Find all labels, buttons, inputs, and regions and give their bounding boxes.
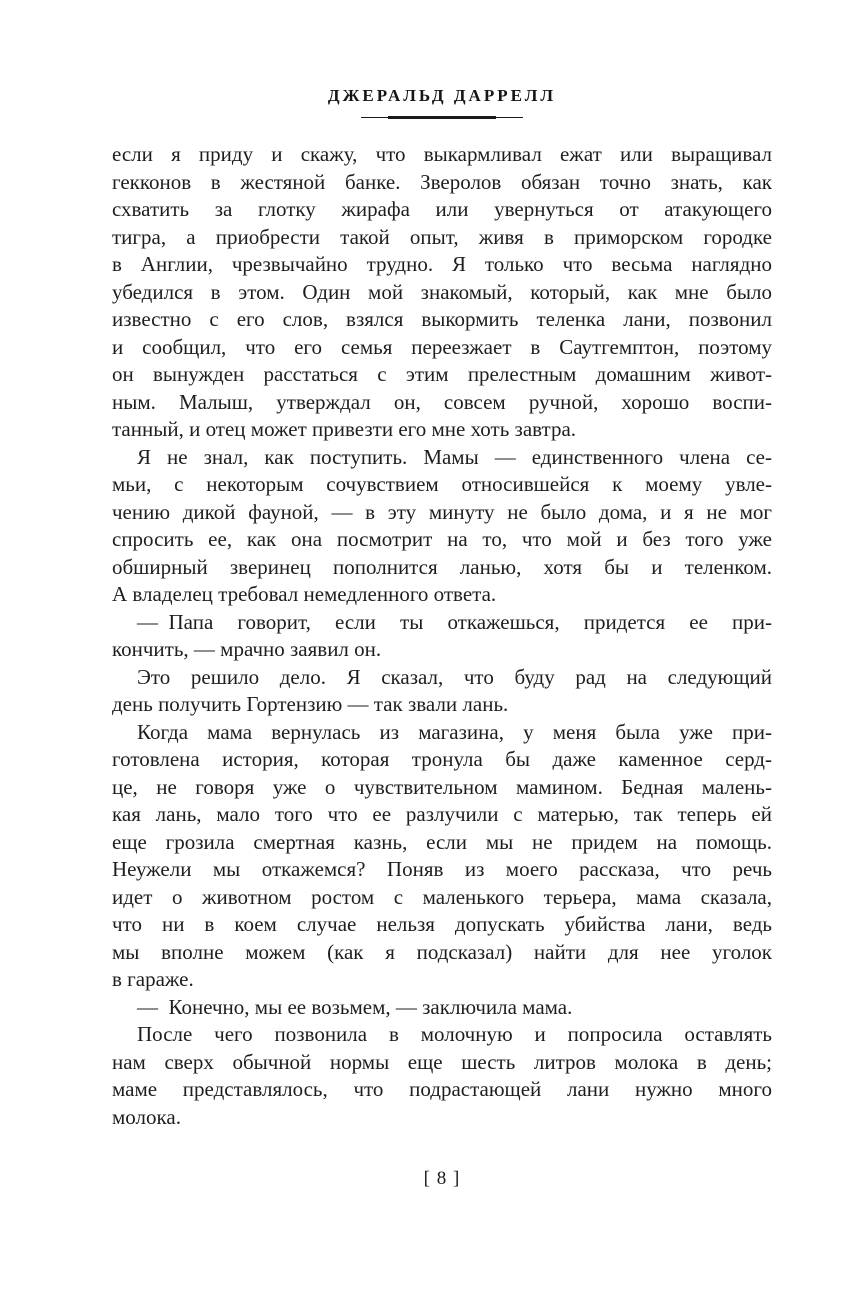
text-line: идет о животном ростом с маленького терьера, мама сказала, xyxy=(112,884,772,909)
text-line: танный, и отец может привезти его мне хоть завтра. xyxy=(112,417,577,441)
header-ornament-rule xyxy=(361,115,523,120)
text-line: обширный зверинец пополнится ланью, хотя бы и теленком. xyxy=(112,554,772,579)
text-line: мьи, с некоторым сочувствием относившейся к моему увле- xyxy=(112,472,772,496)
text-line: что ни в коем случае нельзя допускать убийства лани, ведь xyxy=(112,912,772,936)
text-line: известно с его слов, взялся выкормить теленка лани, позвонил xyxy=(112,307,772,331)
text-line: кая лань, мало того что ее разлучили с матерью, так теперь ей xyxy=(112,802,772,826)
text-line: мы вполне можем (как я подсказал) найти для нее уголок xyxy=(112,939,772,964)
text-line: готовлена история, которая тронула бы даже каменное серд- xyxy=(112,747,772,771)
text-line: — Конечно, мы ее возьмем, — заключила мама. xyxy=(137,994,573,1019)
text-line: еще грозила смертная казнь, если мы не придем на помощь. xyxy=(112,829,772,854)
text-line: если я приду и скажу, что выкармливал ежат или выращивал xyxy=(112,142,772,166)
text-line: молока. xyxy=(112,1104,181,1129)
paragraph xyxy=(112,719,772,994)
text-line: он вынужден расстаться с этим прелестным домашним живот- xyxy=(112,362,772,386)
text-line: Это решило дело. Я сказал, что буду рад на следующий xyxy=(137,664,772,689)
text-line: маме представлялось, что подрастающей лани нужно много xyxy=(112,1077,772,1101)
paragraph xyxy=(112,1021,772,1131)
text-line: — Папа говорит, если ты откажешься, придется ее при- xyxy=(137,609,772,634)
text-line: чению дикой фауной, — в эту минуту не было дома, и я не мог xyxy=(112,499,772,524)
text-line: це, не говоря уже о чувствительном мамином. Бедная малень- xyxy=(112,774,772,799)
ornament-thick-line xyxy=(388,116,496,119)
paragraph xyxy=(112,609,772,664)
text-line: в гараже. xyxy=(112,967,194,991)
text-line: кончить, — мрачно заявил он. xyxy=(112,637,382,661)
text-line: А владелец требовал немедленного ответа. xyxy=(112,582,497,606)
paragraph xyxy=(112,994,772,1022)
text-line: гекконов в жестяной банке. Зверолов обязан точно знать, как xyxy=(112,169,772,194)
text-line: и сообщил, что его семья переезжает в Саутгемптон, поэтому xyxy=(112,334,772,359)
text-line: ным. Малыш, утверждал он, совсем ручной, хорошо воспи- xyxy=(112,389,772,414)
page-column xyxy=(112,0,772,1189)
text-line: день получить Гортензию — так звали лань. xyxy=(112,692,509,716)
paragraph xyxy=(112,664,772,719)
text-line: Я не знал, как поступить. Мамы — единственного члена се- xyxy=(137,444,772,469)
text-line: убедился в этом. Один мой знакомый, который, как мне было xyxy=(112,279,772,304)
paragraph xyxy=(112,141,772,444)
text-line: тигра, а приобрести такой опыт, живя в приморском городке xyxy=(112,224,772,249)
text-line: Неужели мы откажемся? Поняв из моего рассказа, что речь xyxy=(112,857,772,881)
page-text xyxy=(112,141,772,1131)
text-line: После чего позвонила в молочную и попросила оставлять xyxy=(137,1022,772,1046)
paragraph xyxy=(112,444,772,609)
text-line: спросить ее, как она посмотрит на то, что мой и без того уже xyxy=(112,527,772,551)
text-line: Когда мама вернулась из магазина, у меня была уже при- xyxy=(137,719,772,744)
page-number: [ 8 ] xyxy=(423,1168,461,1189)
text-line: нам сверх обычной нормы еще шесть литров молока в день; xyxy=(112,1049,772,1074)
text-line: схватить за глотку жирафа или увернуться от атакующего xyxy=(112,197,772,221)
text-line: в Англии, чрезвычайно трудно. Я только что весьма наглядно xyxy=(112,252,772,276)
page-header-author: ДЖЕРАЛЬД ДАРРЕЛЛ xyxy=(327,86,557,105)
